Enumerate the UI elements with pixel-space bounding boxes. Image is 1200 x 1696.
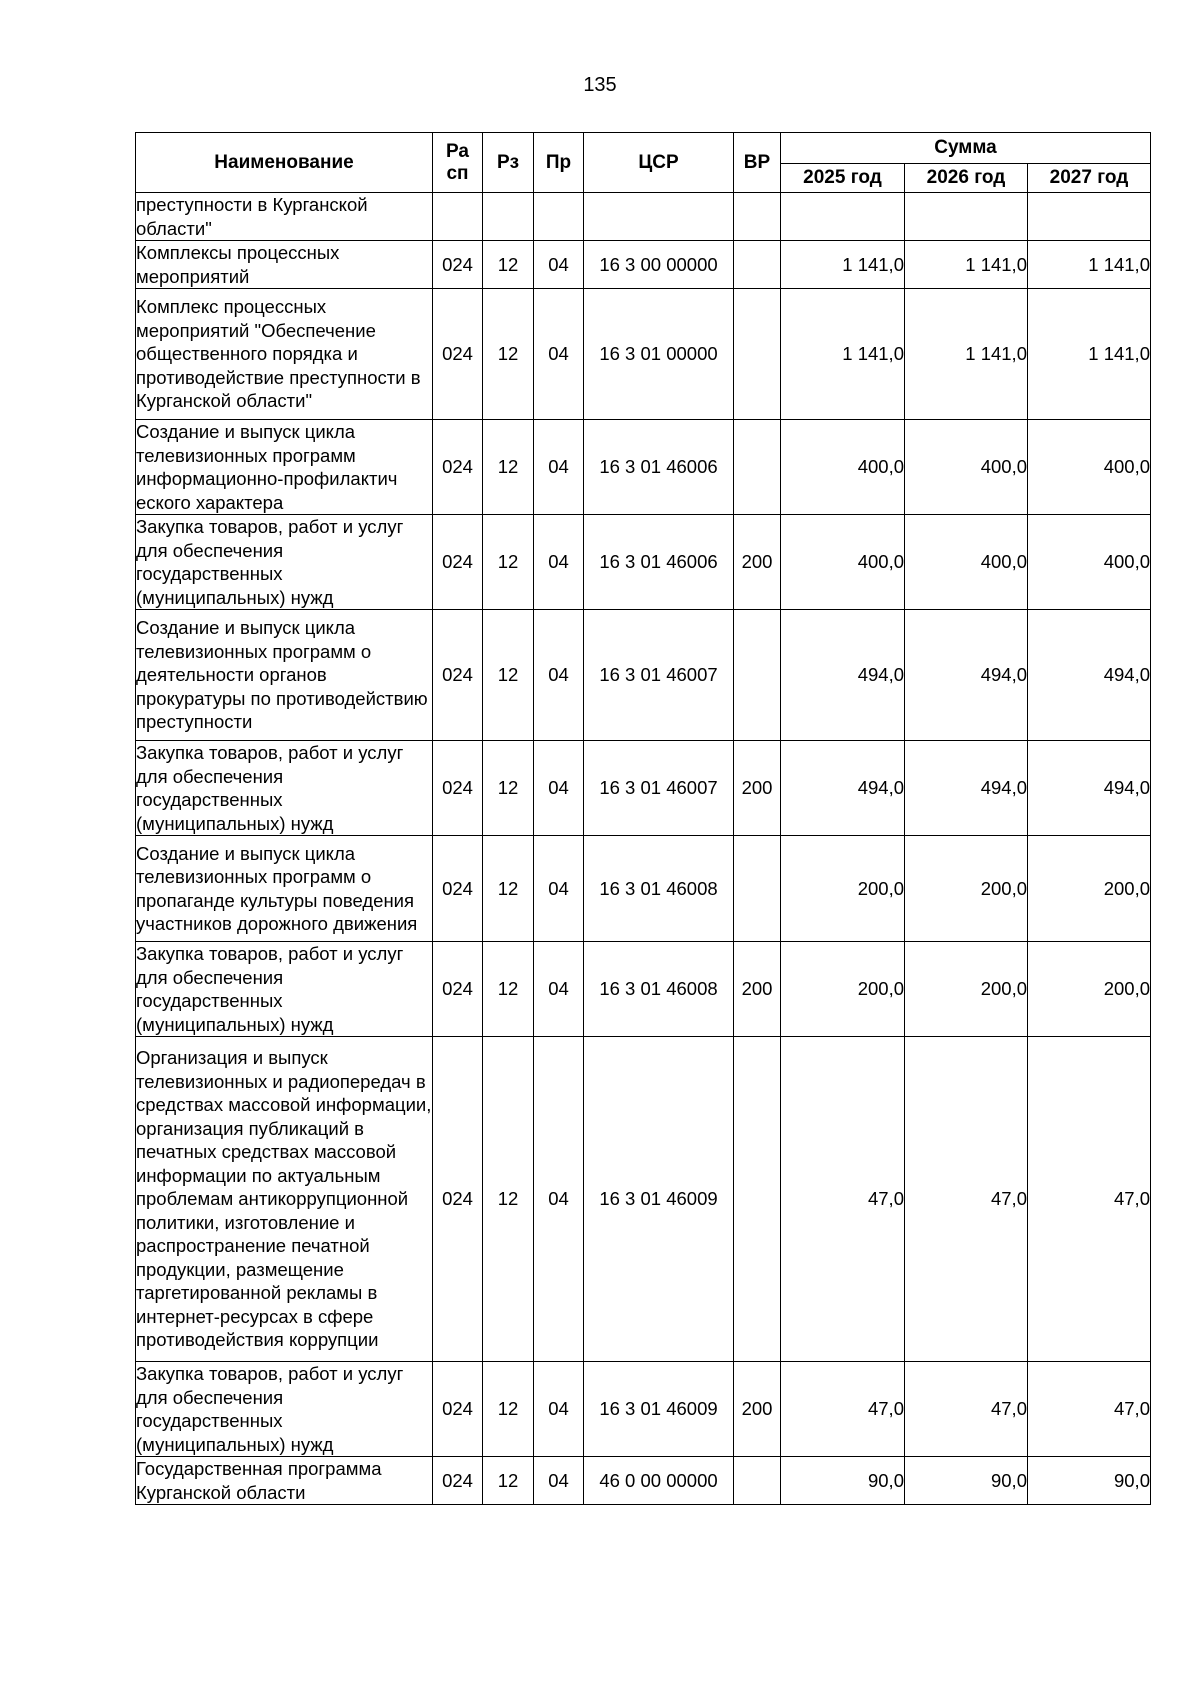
- rz-cell: 12: [483, 420, 534, 515]
- amount-2026-cell: 1 141,0: [905, 241, 1028, 289]
- rasp-cell: 024: [433, 741, 483, 836]
- csr-cell: 46 0 00 00000: [584, 1457, 734, 1505]
- row-name-cell: Закупка товаров, работ и услуг для обеспечения государственных (муниципальных) нужд: [136, 1362, 433, 1457]
- table-row: [136, 289, 1151, 420]
- amount-2025-cell: 200,0: [781, 942, 905, 1037]
- table-row: [136, 610, 1151, 741]
- amount-2026-cell: 90,0: [905, 1457, 1028, 1505]
- header-year-2025: 2025 год: [781, 164, 905, 193]
- table-row: [136, 1037, 1151, 1362]
- row-name-cell: Создание и выпуск цикла телевизионных программ информационно-профилактич еского характера: [136, 420, 433, 515]
- header-vr: ВР: [734, 133, 781, 193]
- header-sum: Сумма: [781, 133, 1151, 164]
- table-row: [136, 836, 1151, 942]
- row-name-cell: Организация и выпуск телевизионных и радиопередач в средствах массовой информации, организация публикаций в печатных средствах массовой информации по актуальным проблемам антикоррупционной политики, изготовление и распространение печатной продукции, размещение таргетированной рекламы в интернет-ресурсах в сфере противодействия коррупции: [136, 1037, 433, 1362]
- rasp-cell: 024: [433, 1037, 483, 1362]
- amount-2026-cell: 494,0: [905, 610, 1028, 741]
- amount-2025-cell: 400,0: [781, 420, 905, 515]
- amount-2027-cell: 1 141,0: [1028, 241, 1151, 289]
- rz-cell: 12: [483, 1457, 534, 1505]
- rasp-cell: 024: [433, 942, 483, 1037]
- table-row: [136, 515, 1151, 610]
- pr-cell: 04: [534, 836, 584, 942]
- pr-cell: 04: [534, 741, 584, 836]
- rz-cell: 12: [483, 610, 534, 741]
- rz-cell: 12: [483, 241, 534, 289]
- vr-cell: 200: [734, 515, 781, 610]
- rz-cell: 12: [483, 515, 534, 610]
- rasp-cell: 024: [433, 1362, 483, 1457]
- amount-2025-cell: 494,0: [781, 741, 905, 836]
- rz-cell: 12: [483, 289, 534, 420]
- csr-cell: 16 3 01 46007: [584, 610, 734, 741]
- amount-2025-cell: [781, 193, 905, 241]
- amount-2027-cell: 494,0: [1028, 741, 1151, 836]
- rasp-cell: 024: [433, 515, 483, 610]
- table-body: [136, 193, 1151, 1505]
- pr-cell: 04: [534, 1362, 584, 1457]
- amount-2027-cell: 494,0: [1028, 610, 1151, 741]
- table-row: [136, 942, 1151, 1037]
- amount-2027-cell: 400,0: [1028, 515, 1151, 610]
- pr-cell: 04: [534, 1457, 584, 1505]
- amount-2026-cell: 494,0: [905, 741, 1028, 836]
- amount-2027-cell: 47,0: [1028, 1362, 1151, 1457]
- vr-cell: [734, 1457, 781, 1505]
- rz-cell: 12: [483, 741, 534, 836]
- amount-2027-cell: 200,0: [1028, 942, 1151, 1037]
- amount-2025-cell: 400,0: [781, 515, 905, 610]
- csr-cell: 16 3 01 46009: [584, 1037, 734, 1362]
- vr-cell: [734, 1037, 781, 1362]
- csr-cell: 16 3 00 00000: [584, 241, 734, 289]
- amount-2026-cell: 47,0: [905, 1037, 1028, 1362]
- rz-cell: 12: [483, 1037, 534, 1362]
- amount-2027-cell: [1028, 193, 1151, 241]
- table-row: [136, 1457, 1151, 1505]
- header-rasp-line2: сп: [446, 162, 469, 184]
- row-name-cell: Создание и выпуск цикла телевизионных программ о пропаганде культуры поведения участников дорожного движения: [136, 836, 433, 942]
- amount-2026-cell: 400,0: [905, 420, 1028, 515]
- header-pr: Пр: [534, 133, 584, 193]
- rasp-cell: 024: [433, 420, 483, 515]
- vr-cell: 200: [734, 1362, 781, 1457]
- pr-cell: 04: [534, 515, 584, 610]
- table-row: [136, 1362, 1151, 1457]
- row-name-cell: Закупка товаров, работ и услуг для обеспечения государственных (муниципальных) нужд: [136, 515, 433, 610]
- row-name-cell: Создание и выпуск цикла телевизионных программ о деятельности органов прокуратуры по противодействию преступности: [136, 610, 433, 741]
- row-name-cell: Государственная программа Курганской области: [136, 1457, 433, 1505]
- vr-cell: [734, 836, 781, 942]
- csr-cell: 16 3 01 46008: [584, 836, 734, 942]
- header-rasp-line1: Ра: [446, 140, 469, 162]
- row-name-cell: Закупка товаров, работ и услуг для обеспечения государственных (муниципальных) нужд: [136, 942, 433, 1037]
- csr-cell: 16 3 01 00000: [584, 289, 734, 420]
- rasp-cell: 024: [433, 241, 483, 289]
- csr-cell: 16 3 01 46008: [584, 942, 734, 1037]
- rz-cell: 12: [483, 942, 534, 1037]
- csr-cell: 16 3 01 46007: [584, 741, 734, 836]
- header-rz: Рз: [483, 133, 534, 193]
- vr-cell: 200: [734, 741, 781, 836]
- amount-2026-cell: [905, 193, 1028, 241]
- vr-cell: [734, 241, 781, 289]
- csr-cell: [584, 193, 734, 241]
- row-name-cell: Закупка товаров, работ и услуг для обеспечения государственных (муниципальных) нужд: [136, 741, 433, 836]
- header-rasp: [433, 133, 483, 193]
- amount-2026-cell: 200,0: [905, 836, 1028, 942]
- header-year-2026: 2026 год: [905, 164, 1028, 193]
- row-name-cell: Комплекс процессных мероприятий "Обеспечение общественного порядка и противодействие преступности в Курганской области": [136, 289, 433, 420]
- pr-cell: 04: [534, 1037, 584, 1362]
- vr-cell: [734, 610, 781, 741]
- pr-cell: [534, 193, 584, 241]
- table-row: [136, 193, 1151, 241]
- rz-cell: 12: [483, 1362, 534, 1457]
- header-csr: ЦСР: [584, 133, 734, 193]
- amount-2025-cell: 90,0: [781, 1457, 905, 1505]
- table-row: [136, 241, 1151, 289]
- amount-2027-cell: 400,0: [1028, 420, 1151, 515]
- amount-2025-cell: 200,0: [781, 836, 905, 942]
- budget-table: [135, 132, 1151, 1505]
- amount-2025-cell: 1 141,0: [781, 289, 905, 420]
- rz-cell: 12: [483, 836, 534, 942]
- amount-2026-cell: 200,0: [905, 942, 1028, 1037]
- rasp-cell: [433, 193, 483, 241]
- amount-2026-cell: 400,0: [905, 515, 1028, 610]
- rasp-cell: 024: [433, 289, 483, 420]
- rasp-cell: 024: [433, 836, 483, 942]
- header-year-2027: 2027 год: [1028, 164, 1151, 193]
- pr-cell: 04: [534, 289, 584, 420]
- amount-2025-cell: 1 141,0: [781, 241, 905, 289]
- vr-cell: [734, 420, 781, 515]
- page-number: 135: [583, 74, 617, 96]
- amount-2025-cell: 494,0: [781, 610, 905, 741]
- vr-cell: 200: [734, 942, 781, 1037]
- pr-cell: 04: [534, 610, 584, 741]
- amount-2025-cell: 47,0: [781, 1362, 905, 1457]
- amount-2027-cell: 1 141,0: [1028, 289, 1151, 420]
- amount-2027-cell: 90,0: [1028, 1457, 1151, 1505]
- amount-2026-cell: 47,0: [905, 1362, 1028, 1457]
- vr-cell: [734, 193, 781, 241]
- table-row: [136, 741, 1151, 836]
- row-name-cell: преступности в Курганской области": [136, 193, 433, 241]
- pr-cell: 04: [534, 241, 584, 289]
- rasp-cell: 024: [433, 610, 483, 741]
- rasp-cell: 024: [433, 1457, 483, 1505]
- row-name-cell: Комплексы процессных мероприятий: [136, 241, 433, 289]
- pr-cell: 04: [534, 942, 584, 1037]
- amount-2025-cell: 47,0: [781, 1037, 905, 1362]
- header-name: Наименование: [136, 133, 433, 193]
- table-row: [136, 420, 1151, 515]
- vr-cell: [734, 289, 781, 420]
- pr-cell: 04: [534, 420, 584, 515]
- amount-2027-cell: 200,0: [1028, 836, 1151, 942]
- rz-cell: [483, 193, 534, 241]
- csr-cell: 16 3 01 46009: [584, 1362, 734, 1457]
- amount-2026-cell: 1 141,0: [905, 289, 1028, 420]
- csr-cell: 16 3 01 46006: [584, 420, 734, 515]
- amount-2027-cell: 47,0: [1028, 1037, 1151, 1362]
- csr-cell: 16 3 01 46006: [584, 515, 734, 610]
